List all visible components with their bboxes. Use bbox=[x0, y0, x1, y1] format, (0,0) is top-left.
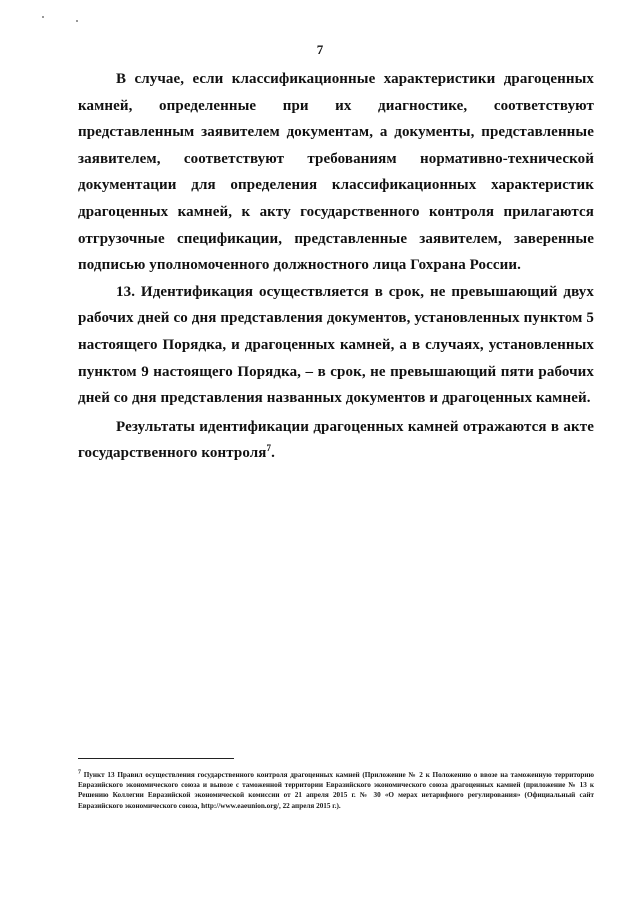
footnote-number: 7 bbox=[78, 769, 81, 776]
scan-speck bbox=[76, 20, 78, 22]
paragraph-1: В случае, если классификационные характеристики драгоценных камней, определенные при их диагностике, соответствуют представленным заявителем документам, а документы, представленные заявителем, соответствуют требованиям нормативно-технической документации для определения классификационных характеристик драгоценных камней, к акту государственного контроля прилагаются отгрузочные спецификации, представленные заявителем, заверенные подписью уполномоченного должностного лица Гохрана России. bbox=[78, 71, 594, 274]
footnote-reference[interactable]: 7 bbox=[266, 443, 272, 454]
footnote bbox=[78, 770, 594, 811]
body-text bbox=[78, 66, 594, 467]
paragraph-3 bbox=[78, 414, 594, 467]
paragraph-2: 13. Идентификация осуществляется в срок, не превышающий двух рабочих дней со дня представления документов, установленных пунктом 5 настоящего Порядка, и драгоценных камней, а в случаях, установленных пунктом 9 настоящего Порядка, – в срок, не превышающий пяти рабочих дней со дня представления названных документов и драгоценных камней. bbox=[78, 283, 594, 407]
paragraph-3-text: Результаты идентификации драгоценных камней отражаются в акте государственного контроля bbox=[78, 418, 594, 462]
page-number: 7 bbox=[316, 42, 324, 57]
paragraph-3-end: . bbox=[271, 445, 275, 462]
footnote-text: Пункт 13 Правил осуществления государственного контроля драгоценных камней (Приложение № 2 к Положению о ввозе на таможенную территорию Евразийского экономического союза и вывозе с таможенной территории Евразийского экономического союза драгоценных камней (приложение № 13 к Решению Коллегии Евразийской экономической комиссии от 21 апреля 2015 г. № 30 «О мерах нетарифного регулирования» (Официальный сайт Евразийского экономического союза, http://www.eaeunion.org/, 22 апреля 2015 г.). bbox=[78, 771, 594, 810]
scan-speck bbox=[42, 16, 44, 18]
footnote-separator bbox=[78, 758, 234, 759]
